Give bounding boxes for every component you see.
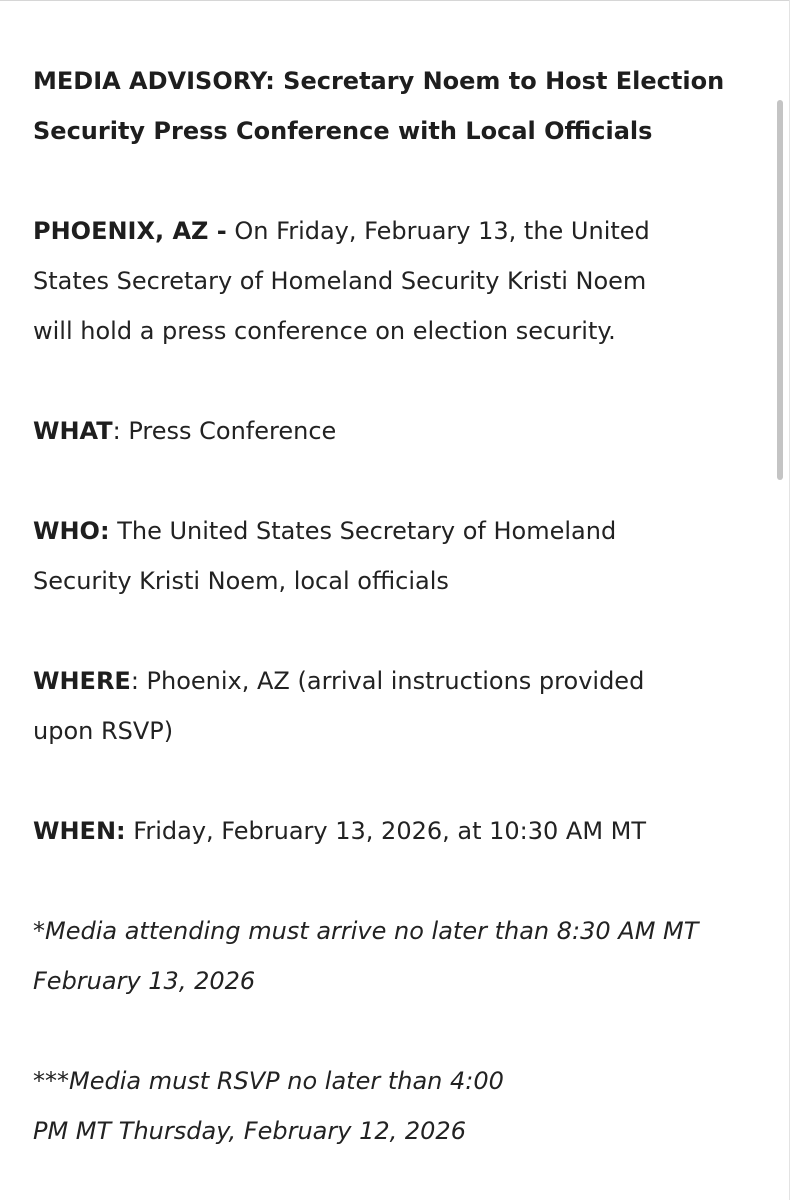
advisory-content (33, 56, 763, 1156)
vertical-scrollbar[interactable] (777, 100, 783, 480)
where-label: WHERE (33, 667, 131, 695)
intro-line-3: will hold a press conference on election security. (33, 317, 616, 345)
who-line-2: Security Kristi Noem, local officials (33, 567, 449, 595)
when-section (33, 806, 763, 856)
arrival-note-line-1: *Media attending must arrive no later than 8:30 AM MT (33, 917, 699, 945)
top-divider (0, 0, 790, 1)
rsvp-note (33, 1056, 763, 1156)
what-section (33, 406, 763, 456)
where-section (33, 656, 763, 756)
title-line-1: MEDIA ADVISORY: Secretary Noem to Host Election (33, 67, 725, 95)
advisory-title (33, 56, 763, 156)
rsvp-note-line-1: ***Media must RSVP no later than 4:00 (33, 1067, 504, 1095)
when-value: Friday, February 13, 2026, at 10:30 AM MT (133, 817, 647, 845)
dateline-label: PHOENIX, AZ - (33, 217, 227, 245)
who-label: WHO: (33, 517, 110, 545)
intro-line-1: On Friday, February 13, the United (234, 217, 650, 245)
who-line-1: The United States Secretary of Homeland (117, 517, 617, 545)
title-line-2: Security Press Conference with Local Officials (33, 117, 653, 145)
rsvp-note-line-2: PM MT Thursday, February 12, 2026 (33, 1117, 466, 1145)
arrival-note (33, 906, 763, 1006)
where-line-1: : Phoenix, AZ (arrival instructions provided (130, 667, 645, 695)
intro-line-2: States Secretary of Homeland Security Kristi Noem (33, 267, 647, 295)
intro-paragraph (33, 206, 763, 356)
what-value: : Press Conference (112, 417, 337, 445)
arrival-note-line-2: February 13, 2026 (33, 967, 256, 995)
who-section (33, 506, 763, 606)
where-line-2: upon RSVP) (33, 717, 174, 745)
when-label: WHEN: (33, 817, 126, 845)
what-label: WHAT (33, 417, 113, 445)
